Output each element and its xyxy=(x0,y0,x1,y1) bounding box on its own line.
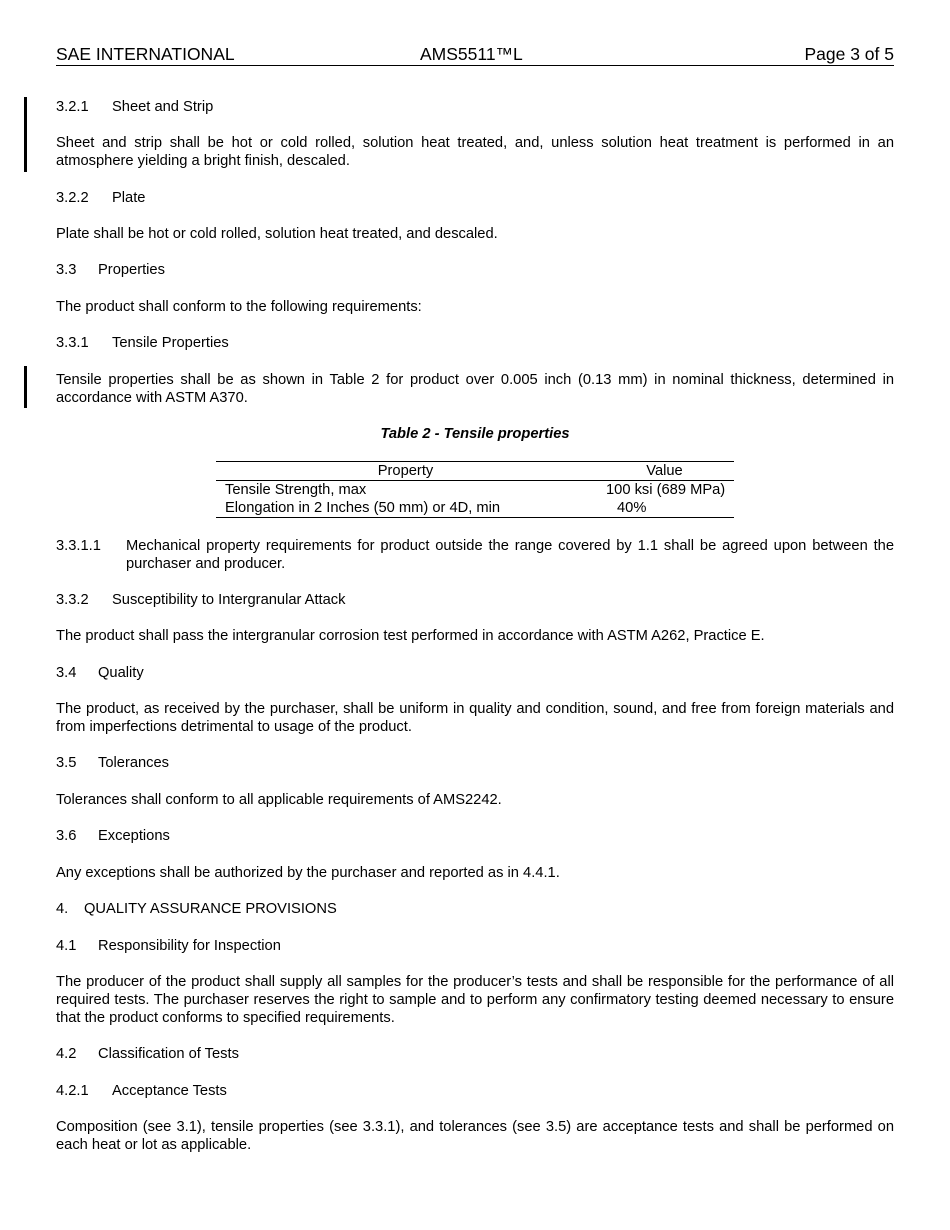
header-doc-number: AMS5511™L xyxy=(420,44,523,64)
tensile-properties-table xyxy=(216,461,734,518)
table-row xyxy=(216,481,734,500)
section-heading-4-2: 4.2 Classification of Tests xyxy=(56,1046,239,1062)
paragraph-3-4: The product, as received by the purchaser, shall be uniform in quality and condition, sound, and free from foreign materials and from imperfections detrimental to usage of the product. xyxy=(56,701,894,735)
section-heading-3-3-2: 3.3.2 Susceptibility to Intergranular Attack xyxy=(56,592,346,608)
table-cell: Elongation in 2 Inches (50 mm) or 4D, min xyxy=(216,499,595,518)
paragraph-3-3-2: The product shall pass the intergranular corrosion test performed in accordance with ASTM A262, Practice E. xyxy=(56,628,765,644)
section-heading-3-6: 3.6 Exceptions xyxy=(56,828,170,844)
table-header-row xyxy=(216,462,734,481)
table-cell: 40% xyxy=(595,499,734,518)
section-number-3-3-1-1: 3.3.1.1 xyxy=(56,538,101,554)
table-header-value: Value xyxy=(595,462,734,481)
revision-bar xyxy=(24,97,27,172)
section-heading-4-2-1: 4.2.1 Acceptance Tests xyxy=(56,1083,227,1099)
section-heading-4-1: 4.1 Responsibility for Inspection xyxy=(56,938,281,954)
header-org: SAE INTERNATIONAL xyxy=(56,44,235,64)
table-row xyxy=(216,499,734,518)
section-heading-3-2-1: 3.2.1 Sheet and Strip xyxy=(56,99,214,115)
paragraph-3-6: Any exceptions shall be authorized by the purchaser and reported as in 4.4.1. xyxy=(56,865,560,881)
table-cell: 100 ksi (689 MPa) xyxy=(606,482,726,498)
page-header xyxy=(56,44,894,66)
section-heading-3-2-2: 3.2.2 Plate xyxy=(56,190,146,206)
header-page-number: Page 3 of 5 xyxy=(804,44,894,64)
section-heading-3-4: 3.4 Quality xyxy=(56,665,144,681)
section-heading-3-3: 3.3 Properties xyxy=(56,262,165,278)
paragraph-3-5: Tolerances shall conform to all applicable requirements of AMS2242. xyxy=(56,792,502,808)
paragraph-3-2-2: Plate shall be hot or cold rolled, solution heat treated, and descaled. xyxy=(56,226,498,242)
section-heading-3-5: 3.5 Tolerances xyxy=(56,755,170,771)
table-caption: Table 2 - Tensile properties xyxy=(380,426,570,442)
paragraph-3-2-1: Sheet and strip shall be hot or cold rolled, solution heat treated, and, unless solution heat treatment is performed in an atmosphere yielding a bright finish, descaled. xyxy=(56,135,894,169)
table-cell: Tensile Strength, max xyxy=(225,482,367,498)
paragraph-3-3-1: Tensile properties shall be as shown in Table 2 for product over 0.005 inch (0.13 mm) in nominal thickness, determined in accordance with ASTM A370. xyxy=(56,372,894,406)
section-heading-3-3-1: 3.3.1 Tensile Properties xyxy=(56,335,229,351)
table-header-property: Property xyxy=(216,462,595,481)
revision-bar xyxy=(24,366,27,408)
paragraph-4-2-1: Composition (see 3.1), tensile properties (see 3.3.1), and tolerances (see 3.5) are acceptance tests and shall be performed on each heat or lot as applicable. xyxy=(56,1119,894,1153)
paragraph-3-3-1-1: Mechanical property requirements for product outside the range covered by 1.1 shall be agreed upon between the purchaser and producer. xyxy=(126,538,894,572)
paragraph-3-3: The product shall conform to the following requirements: xyxy=(56,299,422,315)
section-heading-4: 4. QUALITY ASSURANCE PROVISIONS xyxy=(56,901,337,917)
paragraph-4-1: The producer of the product shall supply all samples for the producer’s tests and shall be responsible for the performance of all required tests. The purchaser reserves the right to sample and to perform any confirmatory testing deemed necessary to ensure that the product conforms to specified requirements. xyxy=(56,974,894,1026)
